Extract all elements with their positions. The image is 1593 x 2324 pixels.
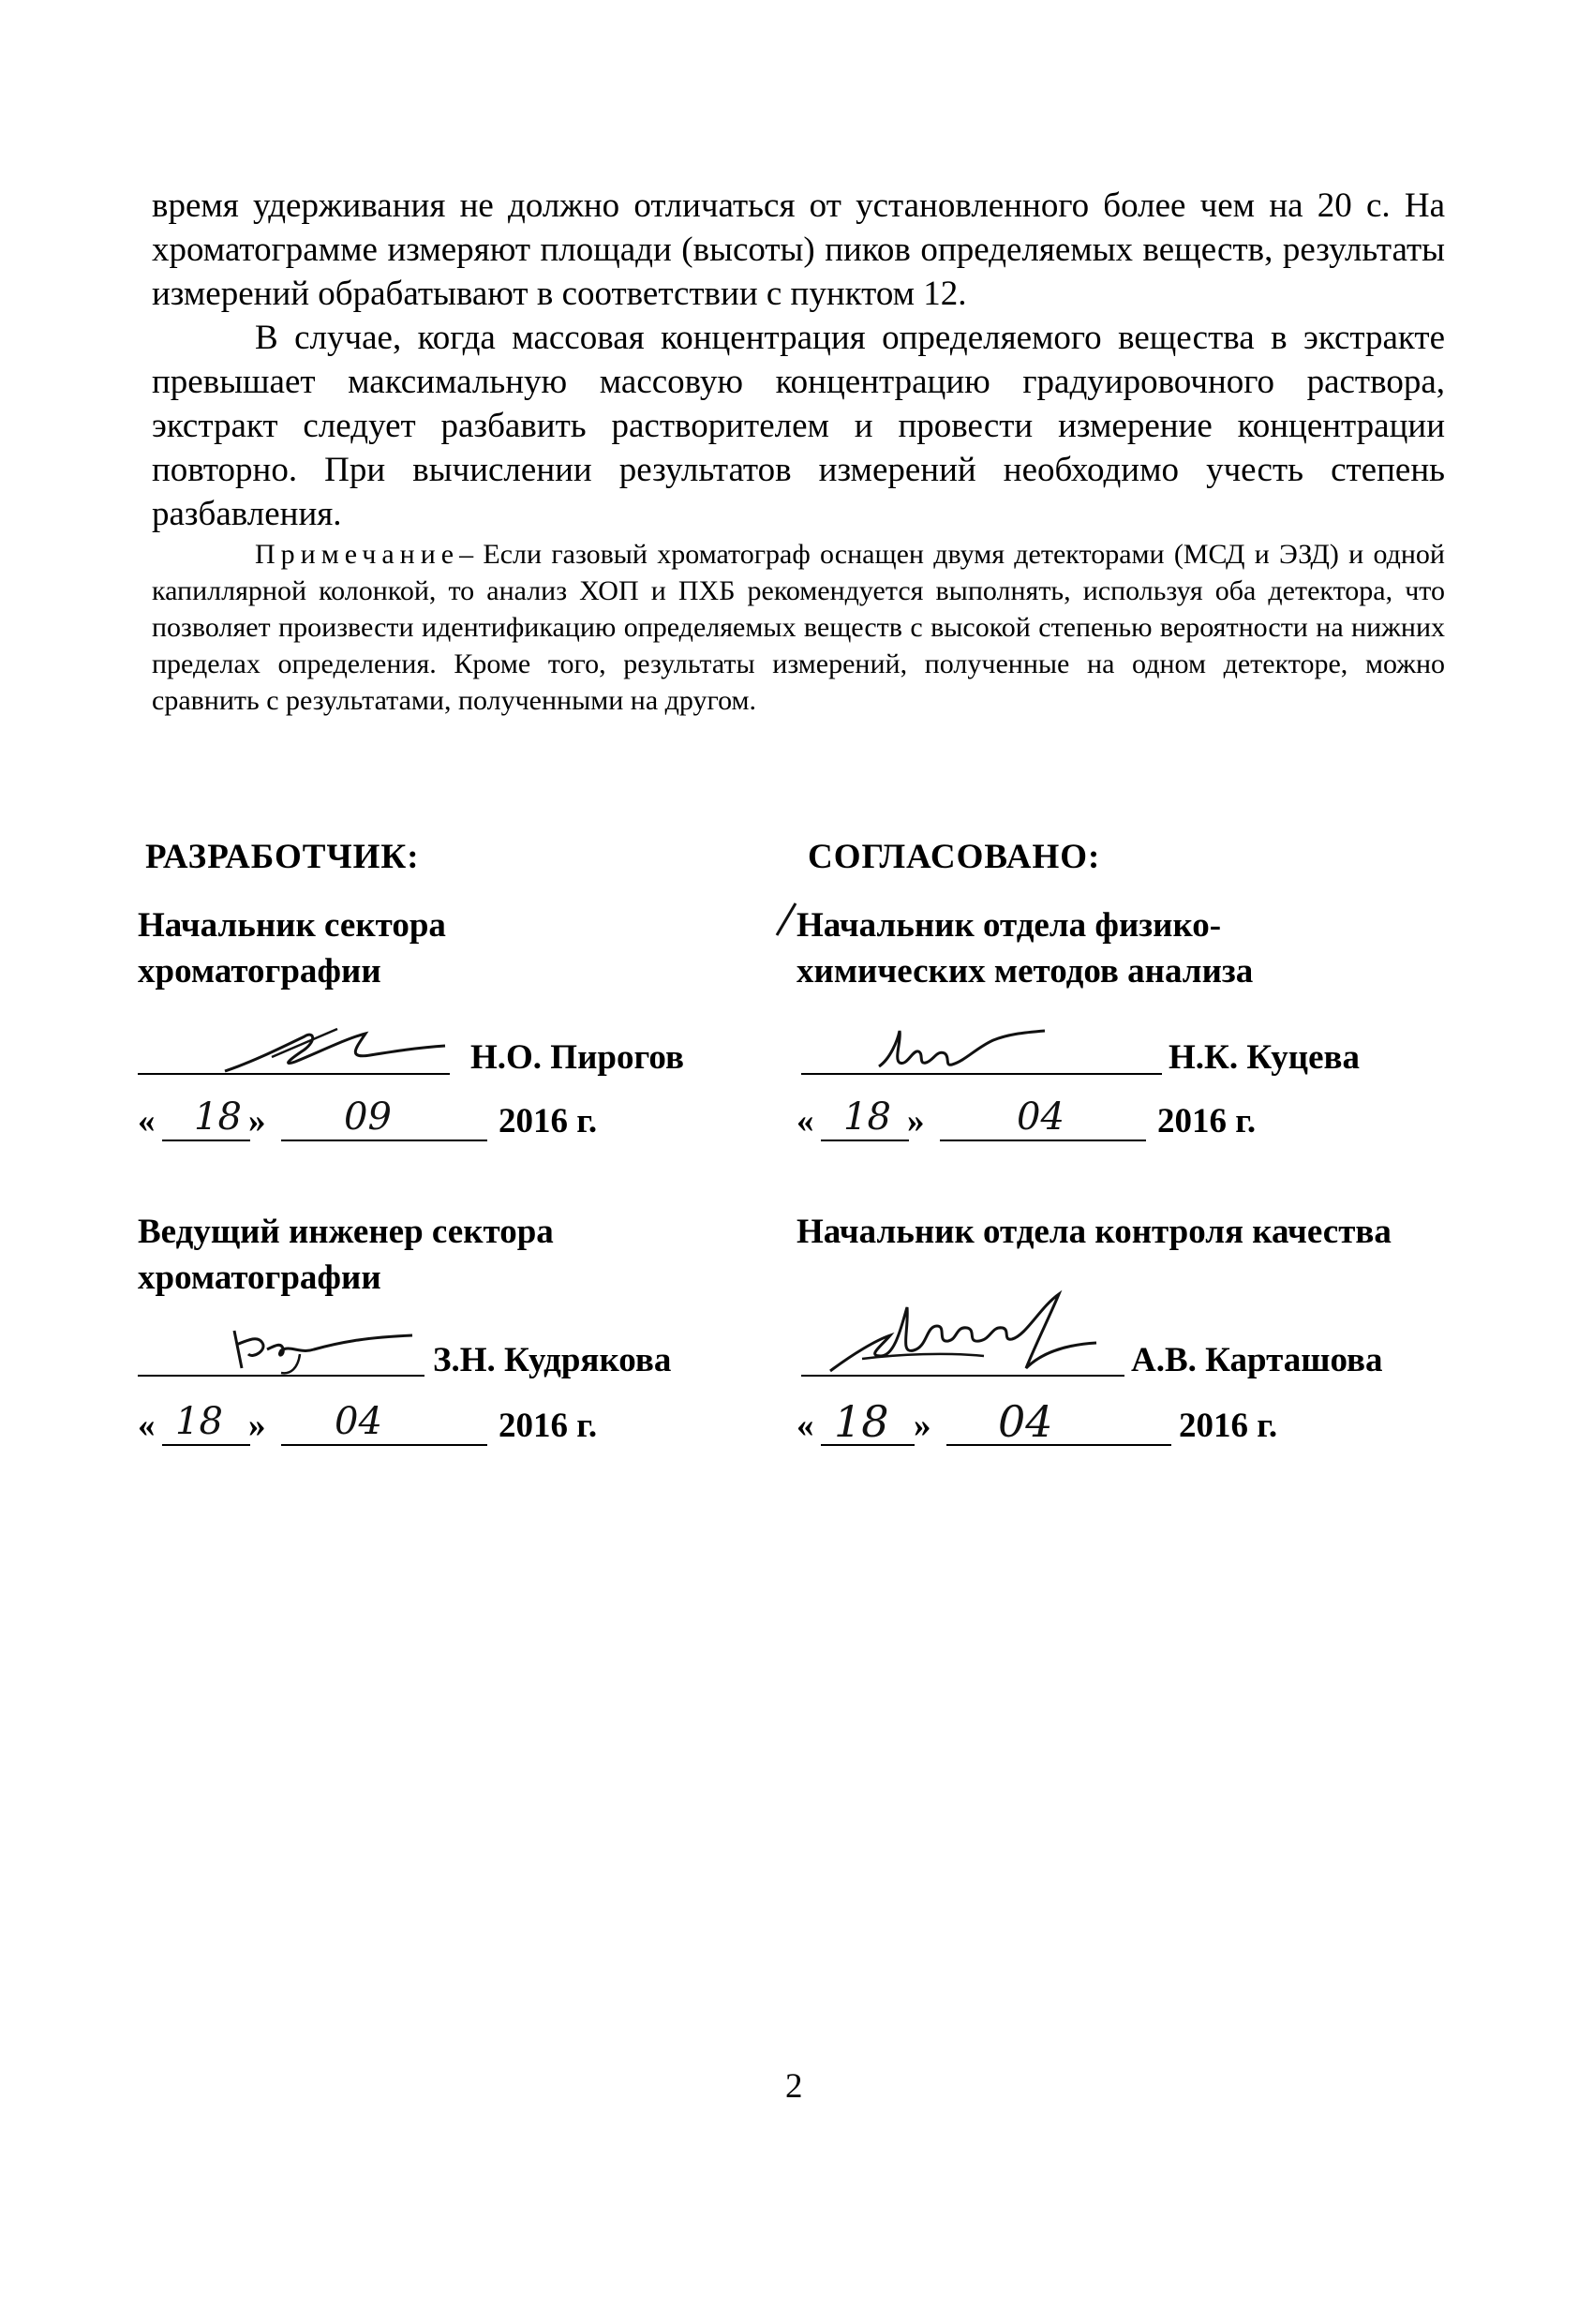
left-signer2-day: 18	[175, 1400, 223, 1443]
developer-heading: РАЗРАБОТЧИК:	[145, 838, 420, 876]
left-signer1-month-line	[281, 1140, 487, 1141]
quote-open: «	[138, 1102, 156, 1140]
left-signer1-month: 09	[344, 1095, 392, 1139]
body-text	[152, 184, 1445, 719]
page-number: 2	[785, 2067, 803, 2106]
quote-close: »	[907, 1102, 925, 1140]
right-signer2-day-line	[821, 1444, 915, 1446]
left-signer1-role-line1: Начальник сектора	[138, 906, 446, 945]
right-signer1-year: 2016 г.	[1157, 1102, 1257, 1140]
left-signer1-year: 2016 г.	[499, 1102, 598, 1140]
left-signer2-role-line2: хроматографии	[138, 1259, 381, 1297]
quote-close: »	[248, 1102, 266, 1140]
right-signer2-role	[796, 1209, 1392, 1255]
right-signer1-day: 18	[843, 1095, 891, 1139]
quote-open: «	[796, 1407, 814, 1445]
right-signer2-month: 04	[998, 1396, 1053, 1447]
left-signer2-month: 04	[335, 1400, 382, 1443]
paragraph-1: время удерживания не должно отличаться от установленного более чем на 20 с. На хроматограмме измеряют площади (высоты) пиков определяемых веществ, результаты измерений обрабатывают в соответствии с пунктом 12.	[152, 186, 1445, 313]
signature-kutseva	[871, 1021, 1059, 1078]
left-signer1-role	[138, 902, 446, 994]
right-signer2-name: А.В. Карташова	[1131, 1341, 1383, 1379]
note-label: Примечание	[255, 539, 460, 570]
signature-kartashova	[825, 1289, 1106, 1382]
right-signer1-month-line	[940, 1140, 1146, 1141]
note	[152, 536, 1445, 719]
signature-kudryakova	[225, 1317, 431, 1382]
paragraph-2: В случае, когда массовая концентрация определяемого вещества в экстракте превышает максимальную массовую концентрацию градуировочного раствора, экстракт следует разбавить растворителем и провести измерение концентрации повторно. При вычислении результатов измерений необходимо учесть степень разбавления.	[152, 319, 1445, 533]
right-signer2-role-line1: Начальник отдела контроля качества	[796, 1213, 1392, 1251]
quote-open: «	[138, 1407, 156, 1445]
right-signer1-month: 04	[1017, 1095, 1064, 1139]
note-text: – Если газовый хроматограф оснащен двумя детекторами (МСД и ЭЗД) и одной капиллярной колонкой, то анализ ХОП и ПХБ рекомендуется выполнять, используя оба детектора, что позволяет произвести идентификацию определяемых веществ с высокой степенью вероятности на нижних пределах определения. Кроме того, результаты измерений, полученные на одном детекторе, можно сравнить с результатами, полученными на другом.	[152, 539, 1445, 716]
left-signer1-day: 18	[194, 1095, 242, 1139]
right-signer1-role-line1: Начальник отдела физико-	[796, 906, 1222, 945]
left-signer1-name: Н.О. Пирогов	[470, 1038, 684, 1077]
right-signer1-role	[796, 902, 1253, 994]
left-signer2-role-line1: Ведущий инженер сектора	[138, 1213, 554, 1251]
right-signer1-day-line	[821, 1140, 909, 1141]
margin-tick-mark	[771, 900, 799, 942]
quote-close: »	[248, 1407, 266, 1445]
right-signer2-day: 18	[834, 1396, 889, 1447]
left-signer2-role	[138, 1209, 554, 1301]
quote-open: «	[796, 1102, 814, 1140]
left-signer2-month-line	[281, 1444, 487, 1446]
quote-close: »	[914, 1407, 931, 1445]
right-signer1-role-line2: химических методов анализа	[796, 952, 1254, 991]
left-signer2-year: 2016 г.	[499, 1407, 598, 1445]
right-signer1-name: Н.К. Куцева	[1169, 1038, 1360, 1077]
left-signer1-role-line2: хроматографии	[138, 952, 381, 991]
approved-heading: СОГЛАСОВАНО:	[808, 838, 1101, 876]
signature-pirogov	[216, 1020, 459, 1085]
left-signer1-day-line	[162, 1140, 250, 1141]
left-signer2-name: З.Н. Кудрякова	[433, 1341, 672, 1379]
right-signer2-year: 2016 г.	[1179, 1407, 1278, 1445]
right-signer2-month-line	[946, 1444, 1171, 1446]
left-signer2-day-line	[162, 1444, 250, 1446]
